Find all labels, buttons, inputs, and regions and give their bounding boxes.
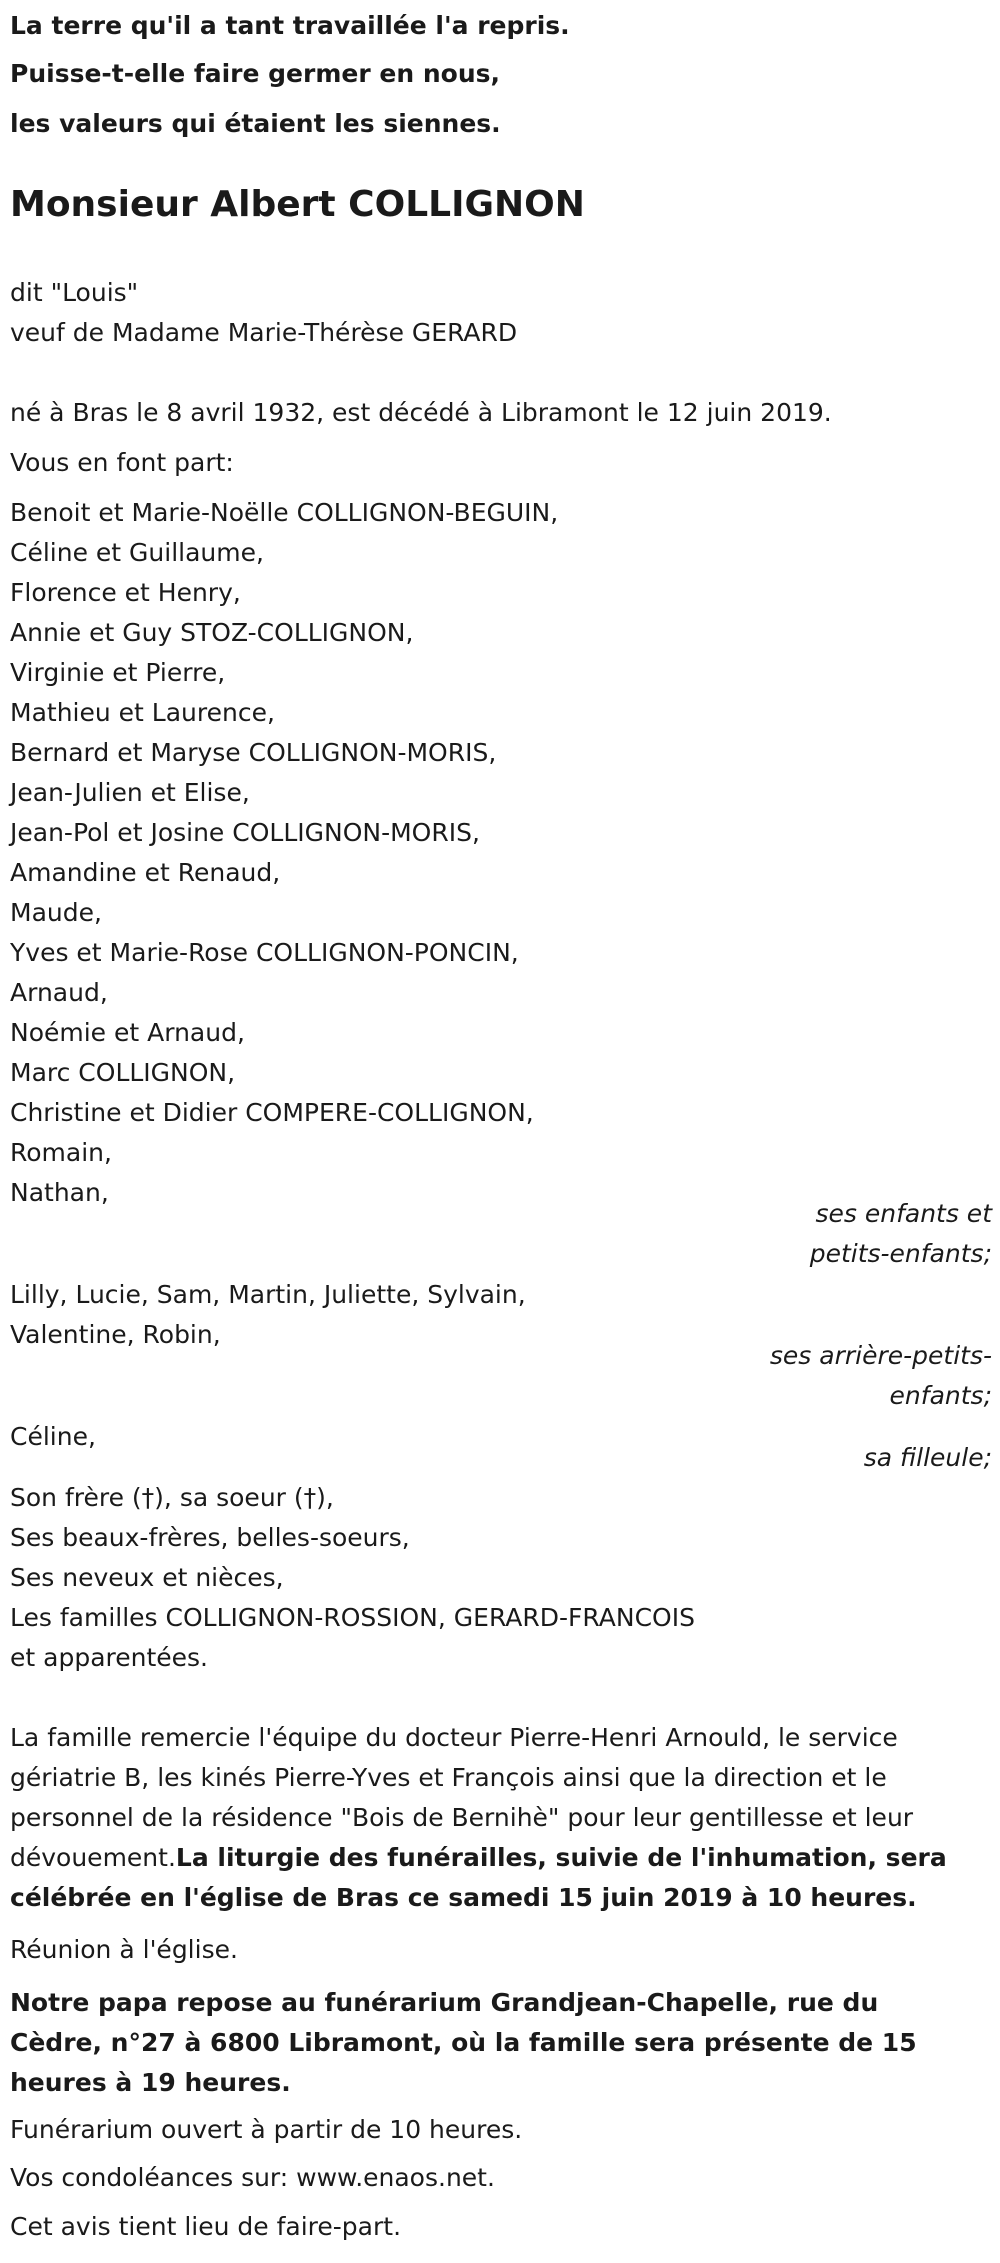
condolences: Vos condoléances sur: www.enaos.net.	[10, 2163, 495, 2192]
epitaph-line-1: La terre qu'il a tant travaillée l'a repris.	[10, 11, 570, 40]
deceased-name: Monsieur Albert COLLIGNON	[10, 184, 585, 225]
list-item: Mathieu et Laurence,	[10, 698, 275, 727]
birth-death: né à Bras le 8 avril 1932, est décédé à Libramont le 12 juin 2019.	[10, 398, 832, 427]
list-item: Arnaud,	[10, 978, 108, 1007]
opening-hours: Funérarium ouvert à partir de 10 heures.	[10, 2115, 523, 2144]
alias: dit "Louis"	[10, 278, 139, 307]
list-item: Noémie et Arnaud,	[10, 1018, 245, 1047]
goddaughter-role: sa filleule;	[863, 1443, 992, 1472]
list-item: Céline et Guillaume,	[10, 538, 264, 567]
list-item: Benoit et Marie-Noëlle COLLIGNON-BEGUIN,	[10, 498, 559, 527]
list-item: Bernard et Maryse COLLIGNON-MORIS,	[10, 738, 497, 767]
thanks-text: La famille remercie l'équipe du docteur Pierre-Henri Arnould, le service gériatrie B, les kinés Pierre-Yves et François ainsi que la direction et le personnel de la résidence "Bois de Bernihè" pour leur gentillesse et leur dévouement.	[10, 1723, 914, 1872]
list-item: Amandine et Renaud,	[10, 858, 281, 887]
family-line-1: Son frère (†), sa soeur (†),	[10, 1483, 334, 1512]
list-item: Florence et Henry,	[10, 578, 241, 607]
announcement-intro: Vous en font part:	[10, 448, 234, 477]
children-role-line-2: petits-enfants;	[809, 1239, 992, 1268]
great-grandchildren-line-2: Valentine, Robin,	[10, 1320, 221, 1349]
family-line-3: Ses neveux et nièces,	[10, 1563, 284, 1592]
funerarium: Notre papa repose au funérarium Grandjean-Chapelle, rue du Cèdre, n°27 à 6800 Libramont, où la famille sera présente de 15 heures à 19 heures.	[10, 1988, 917, 2097]
great-grandchildren-line-1: Lilly, Lucie, Sam, Martin, Juliette, Sylvain,	[10, 1280, 526, 1309]
thanks-paragraph	[10, 1718, 970, 1918]
epitaph-line-2: Puisse-t-elle faire germer en nous,	[10, 59, 500, 88]
list-item: Annie et Guy STOZ-COLLIGNON,	[10, 618, 414, 647]
family-line-4: Les familles COLLIGNON-ROSSION, GERARD-FRANCOIS	[10, 1603, 695, 1632]
list-item: Virginie et Pierre,	[10, 658, 226, 687]
list-item: Yves et Marie-Rose COLLIGNON-PONCIN,	[10, 938, 519, 967]
family-line-2: Ses beaux-frères, belles-soeurs,	[10, 1523, 410, 1552]
list-item: Jean-Pol et Josine COLLIGNON-MORIS,	[10, 818, 480, 847]
meeting: Réunion à l'église.	[10, 1935, 238, 1964]
list-item: Marc COLLIGNON,	[10, 1058, 236, 1087]
list-item: Romain,	[10, 1138, 112, 1167]
list-item: Christine et Didier COMPERE-COLLIGNON,	[10, 1098, 534, 1127]
widower-line: veuf de Madame Marie-Thérèse GERARD	[10, 318, 518, 347]
goddaughter: Céline,	[10, 1422, 96, 1451]
list-item: Nathan,	[10, 1178, 109, 1207]
list-item: Maude,	[10, 898, 102, 927]
great-grandchildren-role-line-2: enfants;	[889, 1381, 992, 1410]
list-item: Jean-Julien et Elise,	[10, 778, 250, 807]
family-line-5: et apparentées.	[10, 1643, 208, 1672]
children-role-line-1: ses enfants et	[815, 1199, 992, 1228]
great-grandchildren-role-line-1: ses arrière-petits-	[769, 1341, 992, 1370]
notice: Cet avis tient lieu de faire-part.	[10, 2212, 402, 2241]
epitaph-line-3: les valeurs qui étaient les siennes.	[10, 109, 501, 138]
liturgy-text: La liturgie des funérailles, suivie de l'inhumation, sera célébrée en l'église de Bras ce samedi 15 juin 2019 à 10 heures.	[10, 1843, 947, 1912]
